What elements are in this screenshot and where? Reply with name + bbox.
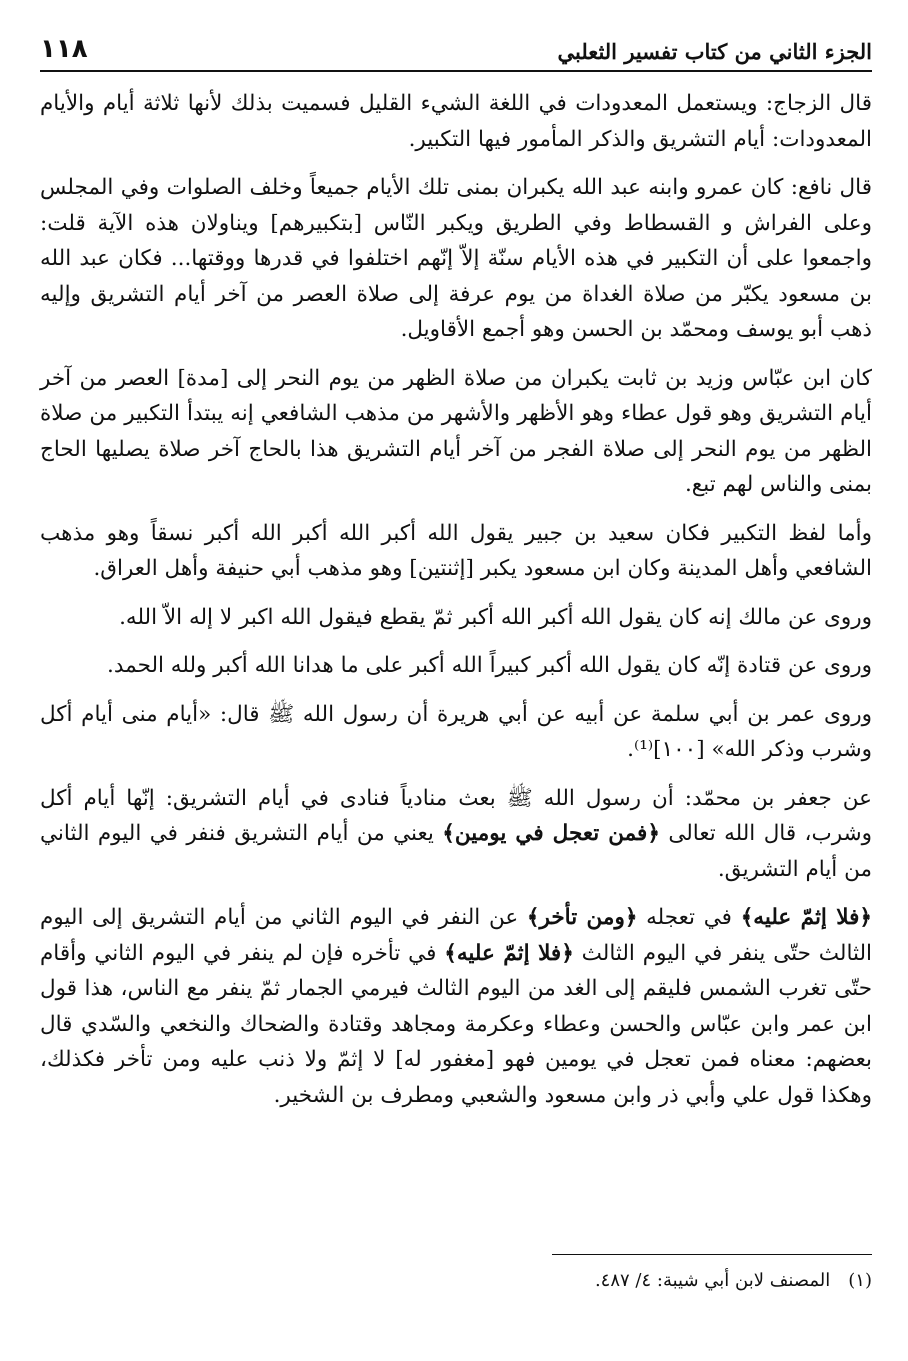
paragraph-text: عن النفر في اليوم الثاني من أيام التشريق إلى اليوم الثالث حتّى ينفر في اليوم الثالث xyxy=(40,905,873,966)
page-header xyxy=(40,28,872,72)
footnote-divider xyxy=(552,1254,872,1255)
body-text xyxy=(40,86,872,1113)
paragraph-zajjaj: قال الزجاج: ويستعمل المعدودات في اللغة الشيء القليل فسميت بذلك لأنها ثلاثة أيام والأيام المعدودات: أيام التشريق والذكر المأمور فيها التكبير. xyxy=(40,91,872,152)
paragraph-ibn-abbas: كان ابن عبّاس وزيد بن ثابت يكبران من صلاة الظهر من يوم النحر إلى [مدة] العصر من آخر أيام التشريق وهو قول عطاء وهو الأظهر والأشهر من مذهب الشافعي إنه يبتدأ التكبير من صلاة الظهر من يوم النحر إلى صلاة الفجر من آخر أيام التشريق هذا بالحاج آخر صلاة يصليها الحاج بمنى والناس لهم تبع. xyxy=(40,365,872,497)
document-page xyxy=(40,28,872,1338)
quran-verse: ﴿فلا إثمّ عليه﴾ xyxy=(444,940,574,966)
paragraph-qatada: وروى عن قتادة إنّه كان يقول الله أكبر كبيراً الله أكبر على ما هدانا الله أكبر ولله الحمد. xyxy=(107,653,872,678)
quran-verse: ﴿ومن تأخر﴾ xyxy=(526,905,638,930)
footnote xyxy=(595,1268,872,1294)
paragraph-nafi: قال نافع: كان عمرو وابنه عبد الله يكبران بمنى تلك الأيام جميعاً وخلف الصلوات وفي المجلس وعلى الفراش و القسطاط وفي الطريق ويكبر النّاس [بتكبيرهم] ويناولان هذه الآية قلت: واجمعوا على أن التكبير في هذه الأيام سنّة إلاّ إنّهم اختلفوا في قدرها ووقتها... فكان عبد الله بن مسعود يكبّر من صلاة الغداة من يوم عرفة إلى صلاة العصر من آخر أيام التشريق وإليه ذهب أبو يوسف ومحمّد بن الحسن وهو أجمع الأقاويل. xyxy=(40,175,872,342)
page-number: ١١٨ xyxy=(40,34,88,64)
footnote-number: (١) xyxy=(848,1270,872,1291)
paragraph-hadith-abu-hurayra: وروى عمر بن أبي سلمة عن أبيه عن أبي هريرة أن رسول الله ﷺ قال: «أيام منى أيام أكل وشرب وذكر الله» [١٠٠]⁽¹⁾. xyxy=(40,701,872,762)
quran-verse: ﴿فمن تعجل في يومين﴾ xyxy=(442,821,660,846)
paragraph-malik: وروى عن مالك إنه كان يقول الله أكبر الله أكبر ثمّ يقطع فيقول الله اكبر لا إله الاّ الله. xyxy=(119,604,872,630)
paragraph-takbir-wording: وأما لفظ التكبير فكان سعيد بن جبير يقول الله أكبر الله أكبر الله أكبر نسقاً وهو مذهب الشافعي وأهل المدينة وكان ابن مسعود يكبر [إثنتين] وهو مذهب أبي حنيفة وأهل العراق. xyxy=(40,520,872,581)
paragraph-jafar-text-after: يعني من أيام التشريق فنفر في اليوم الثاني من أيام التشريق. xyxy=(40,821,872,882)
quran-verse: ﴿فلا إثمّ عليه﴾ xyxy=(740,905,872,930)
paragraph-text: في تعجله xyxy=(637,905,741,930)
running-title: الجزء الثاني من كتاب تفسير الثعلبي xyxy=(557,39,872,64)
paragraph-jafar xyxy=(40,781,872,888)
paragraph-no-sin xyxy=(40,900,872,1113)
paragraph-text: في تأخره فإن لم ينفر في اليوم الثاني وأقام حتّى تغرب الشمس فليقم إلى الغد من اليوم الثالث فيرمي الجمار ثمّ ينفر مع الناس، هذا قول ابن عمر وابن عبّاس والحسن وعطاء وعكرمة ومجاهد وقتادة والضحاك والنخعي والسّدي قال بعضهم: معناه فمن تعجل في يومين فهو [مغفور له] لا إثمّ ولا ذنب عليه ومن تأخر فكذلك، وهكذا قول علي وأبي ذر وابن مسعود والشعبي ومطرف بن الشخير. xyxy=(40,940,872,1108)
footnote-text: المصنف لابن أبي شيبة: ٤/ ٤٨٧. xyxy=(594,1270,831,1291)
paragraph-jafar-text-before: عن جعفر بن محمّد: أن رسول الله ﷺ بعث منادياً فنادى في أيام التشريق: إنّها أيام أكل وشرب، قال الله تعالى xyxy=(40,785,872,846)
